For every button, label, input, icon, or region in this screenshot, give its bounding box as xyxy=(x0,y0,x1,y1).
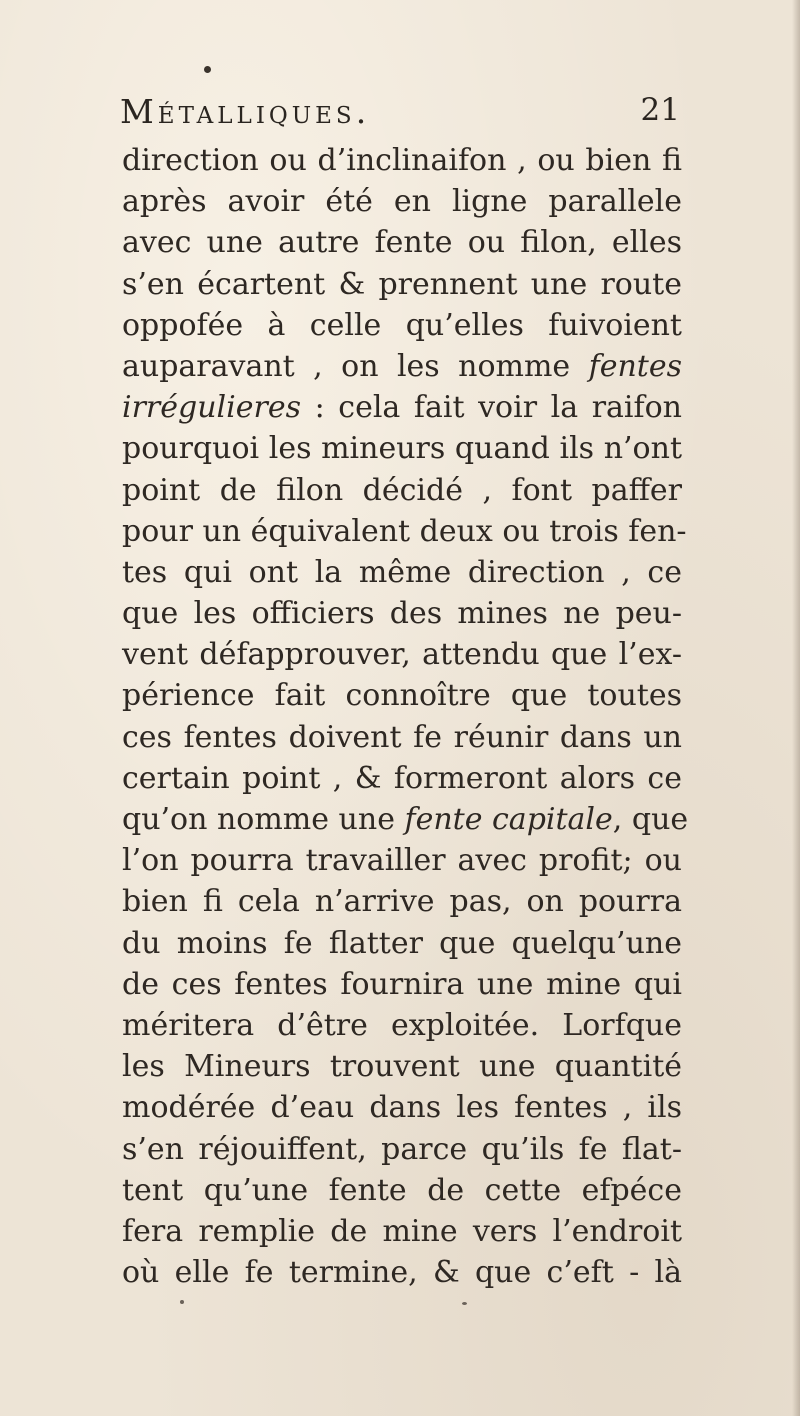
text-line xyxy=(122,346,682,387)
text-segment: l’on pourra travailler avec profit; ou xyxy=(122,843,682,879)
text-segment: direction ou d’inclinaifon , ou bien fi xyxy=(122,143,682,178)
text-line xyxy=(122,305,682,346)
text-segment: modérée d’eau dans les fentes , ils xyxy=(122,1090,682,1126)
italic-term: irrégulieres xyxy=(122,390,301,426)
text-segment: du moins fe flatter que quelqu’une xyxy=(122,925,682,961)
text-line xyxy=(122,181,682,222)
text-segment: de ces fentes fournira une mine qui xyxy=(122,966,682,1002)
text-line xyxy=(122,1129,682,1170)
text-segment: périence fait connoître que toutes xyxy=(122,678,682,714)
text-line xyxy=(122,428,682,469)
text-segment: où elle fe termine, & que c’eft - là xyxy=(122,1255,682,1291)
text-line xyxy=(122,675,682,716)
text-line xyxy=(122,511,687,552)
text-line xyxy=(122,387,682,428)
italic-term: fente capitale xyxy=(404,802,613,837)
italic-term: fentes xyxy=(588,348,682,384)
text-segment: , que xyxy=(612,802,689,837)
text-segment: les Mineurs trouvent une quantité xyxy=(122,1049,682,1085)
text-segment: fera remplie de mine vers l’endroit xyxy=(122,1213,682,1249)
page-edge-shadow xyxy=(792,0,800,1416)
text-segment: s’en réjouiffent, parce qu’ils fe flat- xyxy=(122,1131,682,1167)
text-segment: tent qu’une fente de cette efpéce xyxy=(122,1172,682,1208)
text-line xyxy=(122,1005,682,1046)
text-segment: auparavant , on les nomme xyxy=(122,348,589,384)
text-segment: bien fi cela n’arrive pas, on pourra xyxy=(122,884,682,920)
text-segment: pour un équivalent deux ou trois fen- xyxy=(122,513,687,549)
text-line xyxy=(122,470,682,511)
text-line xyxy=(122,923,682,964)
text-segment: s’en écartent & prennent une route xyxy=(122,266,682,302)
text-line xyxy=(122,1087,682,1128)
text-segment: avec une autre fente ou filon, elles xyxy=(122,225,682,261)
text-line xyxy=(122,593,682,634)
text-line xyxy=(122,758,682,799)
text-line xyxy=(122,552,682,593)
text-segment: que les officiers des mines ne peu- xyxy=(122,596,682,632)
text-line xyxy=(122,140,682,181)
text-line xyxy=(122,799,689,840)
text-line xyxy=(122,717,682,758)
page-header xyxy=(120,92,680,140)
text-segment: méritera d’être exploitée. Lorfque xyxy=(122,1007,682,1043)
text-segment: pourquoi les mineurs quand ils n’ont xyxy=(122,431,682,467)
text-segment: tes qui ont la même direction , ce xyxy=(122,554,682,590)
page-number: 21 xyxy=(640,92,680,128)
text-line xyxy=(122,964,682,1005)
text-segment: qu’on nomme une xyxy=(122,802,405,837)
text-line xyxy=(122,1252,682,1293)
text-segment: après avoir été en ligne parallele xyxy=(122,184,682,220)
ink-dot xyxy=(204,66,211,73)
text-segment: vent défapprouver, attendu que l’ex- xyxy=(122,637,682,673)
text-line xyxy=(122,634,682,675)
text-segment: certain point , & formeront alors ce xyxy=(122,760,682,796)
text-segment: point de filon décidé , font paffer xyxy=(122,472,682,508)
running-head: Métalliques. xyxy=(120,92,371,131)
text-line xyxy=(122,840,682,881)
text-line xyxy=(122,1046,682,1087)
text-line xyxy=(122,1211,682,1252)
text-line xyxy=(122,1170,682,1211)
text-line xyxy=(122,222,682,263)
ink-speck xyxy=(462,1302,467,1305)
ink-speck xyxy=(180,1300,184,1304)
body-text xyxy=(122,140,689,1293)
text-segment: oppofée à celle qu’elles fuivoient xyxy=(122,307,682,343)
text-segment: ces fentes doivent fe réunir dans un xyxy=(122,719,682,755)
text-line xyxy=(122,881,682,922)
text-line xyxy=(122,264,682,305)
text-segment: : cela fait voir la raifon xyxy=(301,390,682,426)
